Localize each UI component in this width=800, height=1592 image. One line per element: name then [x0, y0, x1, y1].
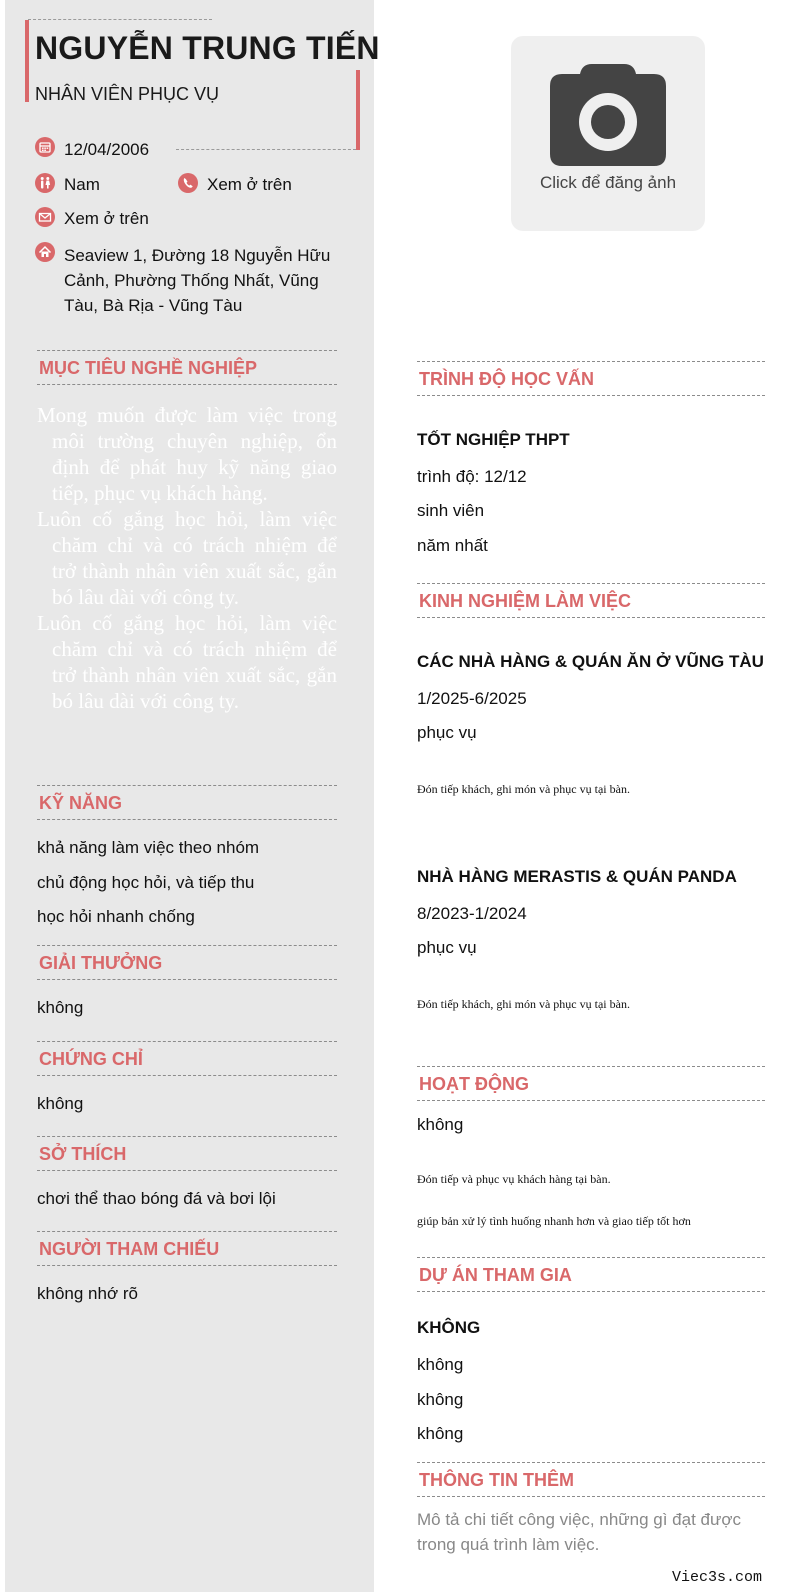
project-title[interactable]: KHÔNG — [417, 1318, 481, 1337]
skill-item[interactable]: chủ động học hỏi, và tiếp thu — [37, 873, 255, 892]
section-title: MỤC TIÊU NGHỀ NGHIỆP — [39, 358, 258, 378]
birthday[interactable]: 12/04/2006 — [64, 140, 150, 159]
job-description[interactable]: Đón tiếp khách, ghi món và phục vụ tại bàn. — [417, 782, 630, 796]
section-title: DỰ ÁN THAM GIA — [419, 1265, 572, 1285]
section-title: NGƯỜI THAM CHIẾU — [39, 1239, 220, 1259]
home-icon — [35, 242, 55, 262]
photo-upload[interactable] — [511, 36, 705, 231]
project-line[interactable]: không — [417, 1390, 464, 1409]
awards-text[interactable]: không — [37, 998, 84, 1017]
camera-icon — [550, 64, 666, 166]
photo-upload-label: Click để đăng ảnh — [539, 173, 677, 192]
section-header-experience — [417, 583, 765, 618]
job-position[interactable]: phục vụ — [417, 723, 477, 742]
section-header-activities — [417, 1066, 765, 1101]
project-line[interactable]: không — [417, 1355, 464, 1374]
section-title: TRÌNH ĐỘ HỌC VẤN — [419, 369, 594, 389]
job-description[interactable]: Đón tiếp khách, ghi món và phục vụ tại bàn. — [417, 997, 630, 1011]
hobbies-text[interactable]: chơi thể thao bóng đá và bơi lội — [37, 1189, 276, 1208]
education-status[interactable]: sinh viên — [417, 501, 485, 520]
job-period[interactable]: 1/2025-6/2025 — [417, 689, 527, 708]
objective-line: Luôn cố gắng học hỏi, làm việc chăm chỉ và có trách nhiệm để trở thành nhân viên xuất sắc, gắn bó lâu dài với công ty. — [37, 507, 337, 609]
section-title: CHỨNG CHỈ — [39, 1049, 143, 1069]
project-line[interactable]: không — [417, 1424, 464, 1443]
objective-line: Mong muốn được làm việc trong môi trường chuyên nghiệp, ổn định để phát huy kỹ năng giao tiếp, phục vụ khách hàng. — [37, 403, 337, 505]
section-header-projects — [417, 1257, 765, 1292]
section-title: THÔNG TIN THÊM — [419, 1470, 574, 1490]
section-title: KINH NGHIỆM LÀM VIỆC — [419, 591, 632, 611]
activities-line[interactable]: giúp bản xử lý tình huống nhanh hơn và giao tiếp tốt hơn — [417, 1214, 691, 1228]
objective-line: Luôn cố gắng học hỏi, làm việc chăm chỉ và có trách nhiệm để trở thành nhân viên xuất sắc, gắn bó lâu dài với công ty. — [37, 611, 337, 713]
job-company[interactable]: CÁC NHÀ HÀNG & QUÁN ĂN Ở VŨNG TÀU — [417, 652, 764, 671]
accent-bar — [356, 70, 360, 150]
objective-text[interactable] — [37, 402, 337, 714]
job-title[interactable]: NHÂN VIÊN PHỤC VỤ — [35, 84, 220, 104]
divider — [176, 149, 356, 150]
skill-item[interactable]: khả năng làm việc theo nhóm — [37, 838, 260, 857]
section-title: KỸ NĂNG — [39, 793, 123, 813]
gender-icon — [35, 173, 55, 193]
email-icon — [35, 207, 55, 227]
section-title: HOẠT ĐỘNG — [419, 1074, 529, 1094]
education-level[interactable]: trình độ: 12/12 — [417, 467, 527, 486]
section-header-skills — [37, 785, 337, 820]
section-header-references — [37, 1231, 337, 1266]
section-title: GIẢI THƯỞNG — [39, 953, 163, 973]
references-text[interactable]: không nhớ rõ — [37, 1284, 138, 1303]
section-header-more-info — [417, 1462, 765, 1497]
calendar-icon — [35, 137, 55, 157]
phone-icon — [178, 173, 198, 193]
job-position[interactable]: phục vụ — [417, 938, 477, 957]
candidate-name[interactable]: NGUYỄN TRUNG TIẾN — [35, 30, 380, 66]
education-year[interactable]: năm nhất — [417, 536, 488, 555]
section-header-hobbies — [37, 1136, 337, 1171]
job-period[interactable]: 8/2023-1/2024 — [417, 904, 527, 923]
section-header-objective — [37, 350, 337, 385]
job-company[interactable]: NHÀ HÀNG MERASTIS & QUÁN PANDA — [417, 867, 737, 886]
section-header-certificates — [37, 1041, 337, 1076]
education-school[interactable]: TỐT NGHIỆP THPT — [417, 430, 570, 449]
more-info-text[interactable]: Mô tả chi tiết công việc, những gì đạt được trong quá trình làm việc. — [417, 1510, 742, 1554]
phone[interactable]: Xem ở trên — [207, 175, 292, 194]
certificates-text[interactable]: không — [37, 1094, 84, 1113]
address[interactable]: Seaview 1, Đường 18 Nguyễn Hữu Cảnh, Phường Thống Nhất, Vũng Tàu, Bà Rịa - Vũng Tàu — [64, 246, 331, 315]
email[interactable]: Xem ở trên — [64, 209, 149, 228]
skill-item[interactable]: học hỏi nhanh chống — [37, 907, 195, 926]
activities-text[interactable]: không — [417, 1115, 464, 1134]
divider — [28, 19, 212, 20]
activities-line[interactable]: Đón tiếp và phục vụ khách hàng tại bàn. — [417, 1172, 611, 1186]
watermark: Viec3s.com — [672, 1569, 763, 1586]
section-title: SỞ THÍCH — [39, 1144, 127, 1164]
section-header-education — [417, 361, 765, 396]
gender[interactable]: Nam — [64, 175, 100, 194]
section-header-awards — [37, 945, 337, 980]
accent-bar — [25, 20, 29, 102]
